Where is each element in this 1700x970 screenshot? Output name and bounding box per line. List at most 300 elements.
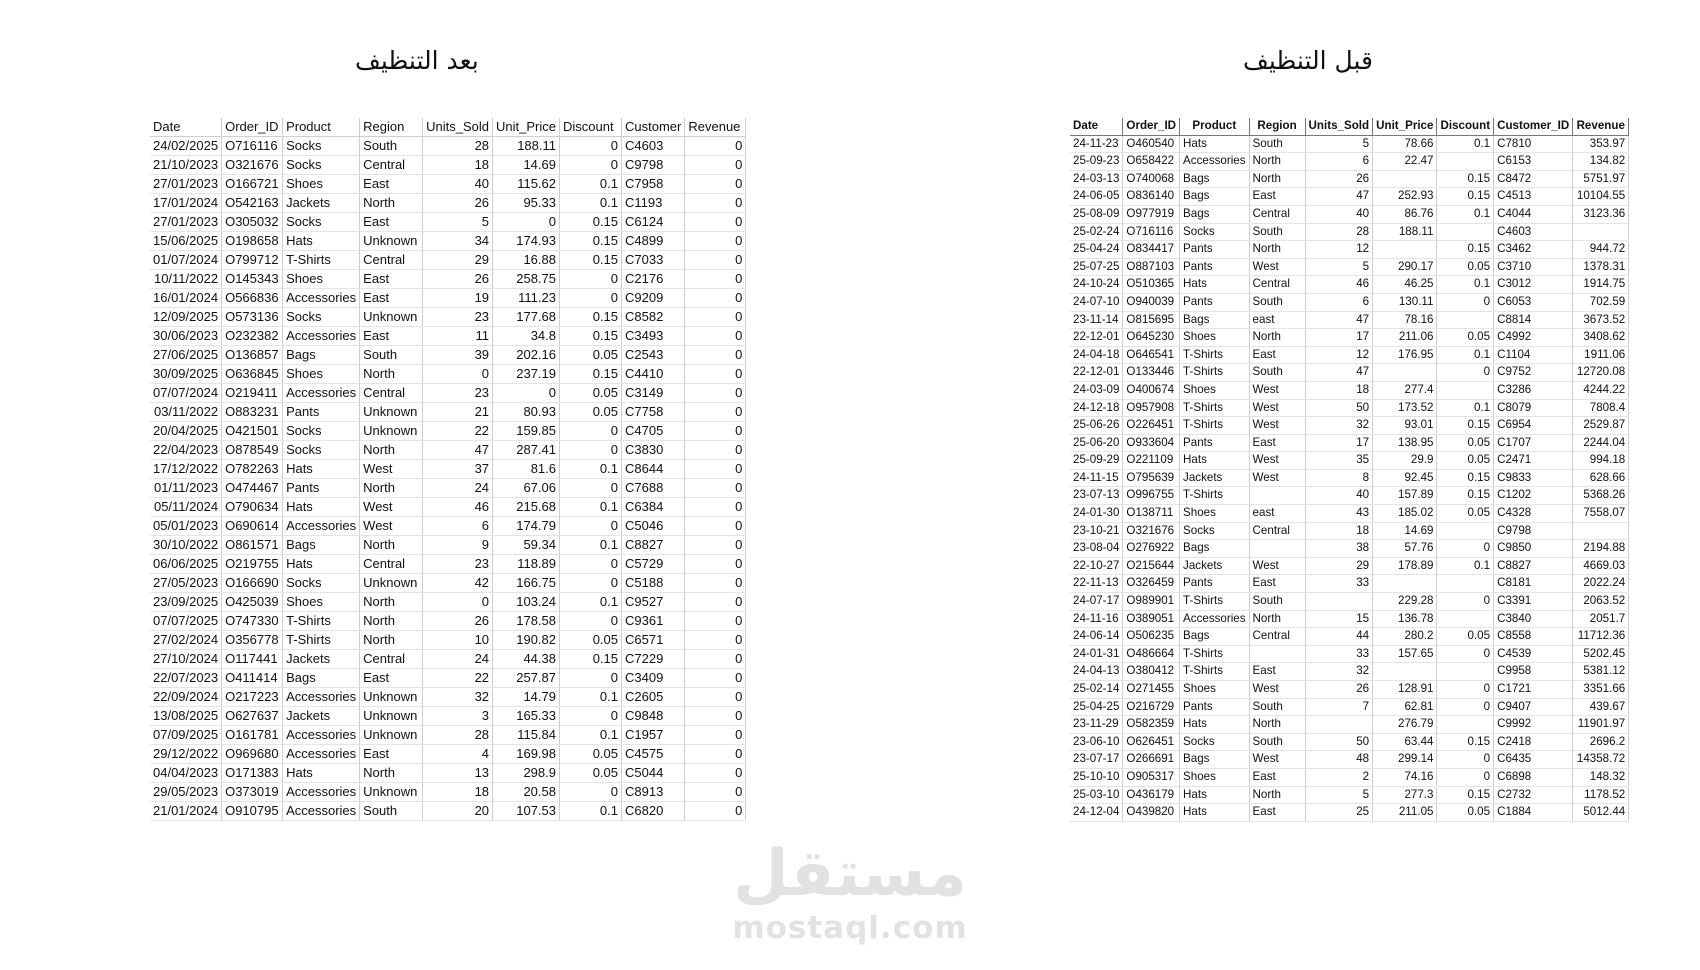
after-cell: 0 [685,289,746,308]
after-cell: C6571 [622,631,685,650]
after-cell: 103.24 [493,593,560,612]
after-table-row [150,289,746,308]
after-cell: T-Shirts [283,631,360,650]
before-cell: 0 [1437,540,1494,558]
before-cell: O215644 [1123,557,1180,575]
before-header-cell: Units_Sold [1305,118,1373,135]
after-cell: 0 [493,213,560,232]
before-cell: 26 [1305,681,1373,699]
after-cell: 0 [685,555,746,574]
before-cell: Accessories [1180,153,1250,171]
before-cell: South [1249,223,1305,241]
before-cell: Central [1249,522,1305,540]
before-cell: O940039 [1123,293,1180,311]
before-table-row [1070,786,1629,804]
after-cell: 27/01/2023 [150,213,222,232]
before-cell [1437,610,1494,628]
before-cell: O326459 [1123,575,1180,593]
before-cell: O977919 [1123,205,1180,223]
after-cell: Shoes [283,365,360,384]
before-cell: Pants [1180,258,1250,276]
before-cell: 50 [1305,399,1373,417]
after-cell: 0 [423,593,493,612]
after-cell: 23 [423,555,493,574]
before-cell: 18 [1305,522,1373,540]
before-cell: 628.66 [1573,469,1629,487]
before-cell: C8558 [1494,628,1573,646]
after-table-row [150,726,746,745]
before-cell: O795639 [1123,469,1180,487]
before-cell: 25-09-23 [1070,153,1123,171]
before-cell: 24-04-13 [1070,663,1123,681]
before-cell: O460540 [1123,135,1180,153]
after-cell: Hats [283,498,360,517]
after-cell: 0 [685,460,746,479]
before-header-cell: Order_ID [1123,118,1180,135]
after-cell: O910795 [222,802,283,821]
after-cell: North [360,612,423,631]
after-cell: 0.05 [560,745,622,764]
before-cell: O400674 [1123,381,1180,399]
before-cell: 157.65 [1373,645,1437,663]
after-cell: East [360,745,423,764]
after-table-row [150,251,746,270]
after-table-row [150,213,746,232]
after-cell: 107.53 [493,802,560,821]
before-header-cell: Date [1070,118,1123,135]
before-cell: 0.15 [1437,487,1494,505]
after-cell: 40 [423,175,493,194]
after-header-cell: Date [150,118,222,137]
after-cell: O421501 [222,422,283,441]
before-cell: C2418 [1494,733,1573,751]
after-table-row [150,232,746,251]
before-cell: 0.05 [1437,804,1494,822]
before-cell: 12 [1305,241,1373,259]
before-cell: 280.2 [1373,628,1437,646]
after-cell: Shoes [283,593,360,612]
before-cell: T-Shirts [1180,364,1250,382]
before-cell: Pants [1180,698,1250,716]
before-cell: 17 [1305,329,1373,347]
before-cell: West [1249,681,1305,699]
after-cell: 0 [685,536,746,555]
after-cell: 10/11/2022 [150,270,222,289]
after-table-row [150,384,746,403]
before-cell: 5 [1305,258,1373,276]
before-cell: C3462 [1494,241,1573,259]
before-cell: O836140 [1123,188,1180,206]
before-cell: 252.93 [1373,188,1437,206]
before-cell: O815695 [1123,311,1180,329]
after-table-row [150,745,746,764]
after-cell: Socks [283,574,360,593]
before-cell: C4539 [1494,645,1573,663]
after-cell: 22 [423,422,493,441]
after-cell: Central [360,650,423,669]
after-cell: 11 [423,327,493,346]
before-cell: 22-12-01 [1070,329,1123,347]
before-cell: 25 [1305,804,1373,822]
before-cell: Hats [1180,452,1250,470]
after-cell: Pants [283,403,360,422]
after-table-row [150,555,746,574]
before-table-row [1070,593,1629,611]
after-cell: 12/09/2025 [150,308,222,327]
before-cell: 24-07-10 [1070,293,1123,311]
before-cell: 944.72 [1573,241,1629,259]
after-cell: 18 [423,783,493,802]
before-cell: 25-03-10 [1070,786,1123,804]
after-cell: C5046 [622,517,685,536]
before-cell: 0.1 [1437,399,1494,417]
before-cell: C8827 [1494,557,1573,575]
before-cell: 0 [1437,768,1494,786]
before-cell: 38 [1305,540,1373,558]
before-cell: O226451 [1123,417,1180,435]
before-cell: West [1249,452,1305,470]
after-cell: 27/06/2025 [150,346,222,365]
after-cell: O716116 [222,137,283,156]
before-cell: Hats [1180,276,1250,294]
before-table-row [1070,505,1629,523]
before-cell: 0.15 [1437,188,1494,206]
before-cell: 136.78 [1373,610,1437,628]
after-cell: 81.6 [493,460,560,479]
after-cell: 0 [685,612,746,631]
before-cell: 0 [1437,364,1494,382]
before-table-row [1070,223,1629,241]
before-cell: North [1249,786,1305,804]
before-cell: Pants [1180,293,1250,311]
after-cell: 0 [685,365,746,384]
before-cell: Jackets [1180,469,1250,487]
after-cell: South [360,802,423,821]
after-cell: 07/09/2025 [150,726,222,745]
after-cell: 287.41 [493,441,560,460]
before-cell: 22.47 [1373,153,1437,171]
before-cell: 0.05 [1437,258,1494,276]
after-cell: 0.1 [560,802,622,821]
after-cell: North [360,194,423,213]
before-cell: 0.05 [1437,628,1494,646]
after-cell: 0 [560,555,622,574]
after-cell: 17/12/2022 [150,460,222,479]
before-table-row [1070,575,1629,593]
before-cell: 5368.26 [1573,487,1629,505]
after-cell: Jackets [283,650,360,669]
before-cell: C1202 [1494,487,1573,505]
before-cell: South [1249,135,1305,153]
after-cell: C6124 [622,213,685,232]
before-cell: O276922 [1123,540,1180,558]
before-header-cell: Unit_Price [1373,118,1437,135]
after-cell: 29/12/2022 [150,745,222,764]
after-cell: 0 [560,783,622,802]
before-cell: Pants [1180,241,1250,259]
before-table-row [1070,364,1629,382]
before-cell: 277.3 [1373,786,1437,804]
before-cell: 25-02-14 [1070,681,1123,699]
before-cell: 128.91 [1373,681,1437,699]
after-cell: 0 [685,346,746,365]
after-cell: Unknown [360,726,423,745]
after-cell: 0 [685,327,746,346]
before-table-row [1070,293,1629,311]
after-cell: 30/06/2023 [150,327,222,346]
before-cell: 29.9 [1373,452,1437,470]
before-cell: 276.79 [1373,716,1437,734]
before-cell: C9992 [1494,716,1573,734]
before-table-row [1070,768,1629,786]
watermark [0,837,1700,946]
before-cell [1437,153,1494,171]
after-cell: 15/06/2025 [150,232,222,251]
before-table-row [1070,663,1629,681]
before-cell: 0.1 [1437,557,1494,575]
before-cell: O506235 [1123,628,1180,646]
after-cell: 0.15 [560,365,622,384]
after-cell: O166721 [222,175,283,194]
before-cell: West [1249,557,1305,575]
before-cell: 173.52 [1373,399,1437,417]
after-cell: 0 [685,441,746,460]
after-cell: Accessories [283,327,360,346]
after-cell: 0 [685,802,746,821]
before-cell: 0.15 [1437,469,1494,487]
before-cell: North [1249,170,1305,188]
after-cell: 0 [560,137,622,156]
before-cell: 290.17 [1373,258,1437,276]
before-cell: O646541 [1123,346,1180,364]
before-cell: O266691 [1123,751,1180,769]
after-cell: O573136 [222,308,283,327]
before-cell: 25-10-10 [1070,768,1123,786]
after-cell: 37 [423,460,493,479]
before-cell: 23-11-14 [1070,311,1123,329]
after-cell: O861571 [222,536,283,555]
after-cell: Unknown [360,707,423,726]
before-cell: 5202.45 [1573,645,1629,663]
before-cell: 44 [1305,628,1373,646]
after-cell: C8582 [622,308,685,327]
before-cell: 29 [1305,557,1373,575]
after-cell: 22/04/2023 [150,441,222,460]
after-cell: Accessories [283,384,360,403]
before-cell: Bags [1180,188,1250,206]
before-cell: 57.76 [1373,540,1437,558]
before-cell: Pants [1180,434,1250,452]
before-cell: 47 [1305,364,1373,382]
after-cell: O219755 [222,555,283,574]
after-cell: West [360,498,423,517]
before-cell: 277.4 [1373,381,1437,399]
before-cell: T-Shirts [1180,645,1250,663]
before-cell: Bags [1180,540,1250,558]
before-table-row [1070,399,1629,417]
before-cell: West [1249,399,1305,417]
after-cell: 27/01/2023 [150,175,222,194]
after-table-row [150,403,746,422]
before-cell: 25-02-24 [1070,223,1123,241]
after-cell: 0 [685,764,746,783]
before-body [1070,135,1629,821]
after-cell: 257.87 [493,669,560,688]
before-cell: 23-10-21 [1070,522,1123,540]
before-cell: South [1249,733,1305,751]
after-cell: Socks [283,213,360,232]
after-cell: Hats [283,232,360,251]
before-cell [1373,663,1437,681]
after-table-row [150,156,746,175]
after-cell: 0.05 [560,403,622,422]
after-cell: C2176 [622,270,685,289]
after-table-row [150,593,746,612]
before-cell: Socks [1180,733,1250,751]
after-cell: 215.68 [493,498,560,517]
before-cell [1373,575,1437,593]
after-cell: 202.16 [493,346,560,365]
before-cell: 10104.55 [1573,188,1629,206]
before-cell: O645230 [1123,329,1180,347]
after-cell: 0 [560,707,622,726]
after-cell: Accessories [283,688,360,707]
after-cell: O790634 [222,498,283,517]
after-header-cell: Region [360,118,423,137]
after-table-row [150,498,746,517]
before-table-row [1070,698,1629,716]
after-table-row [150,460,746,479]
before-cell: 62.81 [1373,698,1437,716]
before-table-row [1070,276,1629,294]
before-cell: 0.1 [1437,135,1494,153]
after-cell: Accessories [283,802,360,821]
before-cell: 50 [1305,733,1373,751]
after-cell: North [360,631,423,650]
watermark-arabic: مستقل [732,837,968,911]
after-cell: C8913 [622,783,685,802]
before-cell: T-Shirts [1180,346,1250,364]
after-cell: 169.98 [493,745,560,764]
before-cell: C8181 [1494,575,1573,593]
before-cell: Shoes [1180,681,1250,699]
after-cell: 0 [685,156,746,175]
before-table-row [1070,329,1629,347]
after-cell: C9848 [622,707,685,726]
before-cell: 148.32 [1573,768,1629,786]
before-cleaning-table [1070,118,1629,822]
after-cell: 258.75 [493,270,560,289]
after-cell: East [360,327,423,346]
after-table-row [150,574,746,593]
before-cell: Hats [1180,135,1250,153]
before-cell: 25-07-25 [1070,258,1123,276]
after-cell: North [360,479,423,498]
before-cell: Bags [1180,628,1250,646]
before-cell: 1378.31 [1573,258,1629,276]
after-cell: 10 [423,631,493,650]
before-cell: 23-07-13 [1070,487,1123,505]
after-cell: 0 [560,422,622,441]
after-cell: C4899 [622,232,685,251]
before-cell: 4244.22 [1573,381,1629,399]
before-header-row [1070,118,1629,135]
before-table-row [1070,135,1629,153]
after-cell: 0 [560,441,622,460]
before-cell: 46 [1305,276,1373,294]
after-cell: 07/07/2025 [150,612,222,631]
before-cell: C8079 [1494,399,1573,417]
before-cell: 0.15 [1437,241,1494,259]
after-cell: O636845 [222,365,283,384]
before-cell [1437,716,1494,734]
before-cell [1249,645,1305,663]
after-cell: Bags [283,346,360,365]
after-table-row [150,688,746,707]
before-cell: 92.45 [1373,469,1437,487]
after-cell: Shoes [283,270,360,289]
before-table-row [1070,153,1629,171]
before-cell: Shoes [1180,505,1250,523]
after-cell: C9527 [622,593,685,612]
after-table-row [150,707,746,726]
after-cell: Bags [283,536,360,555]
after-cell: 16.88 [493,251,560,270]
after-cell: 30/09/2025 [150,365,222,384]
after-cell: 42 [423,574,493,593]
after-cell: O145343 [222,270,283,289]
before-cell: C3391 [1494,593,1573,611]
before-cell: O380412 [1123,663,1180,681]
after-table-row [150,517,746,536]
before-cell: 22-11-13 [1070,575,1123,593]
before-cell: East [1249,346,1305,364]
after-cell: 20.58 [493,783,560,802]
after-cell: O566836 [222,289,283,308]
before-cell: 2696.2 [1573,733,1629,751]
before-cell: Bags [1180,751,1250,769]
after-cell: 0 [685,308,746,327]
before-cell: 25-09-29 [1070,452,1123,470]
after-cell: Accessories [283,783,360,802]
after-cell: 44.38 [493,650,560,669]
before-cell: 23-07-17 [1070,751,1123,769]
before-cell: North [1249,153,1305,171]
before-cell [1373,241,1437,259]
after-cell: 30/10/2022 [150,536,222,555]
after-table-row [150,783,746,802]
after-cell: 22/07/2023 [150,669,222,688]
after-cell: 34.8 [493,327,560,346]
before-cell: 2529.87 [1573,417,1629,435]
before-cell: C6898 [1494,768,1573,786]
after-cell: 6 [423,517,493,536]
before-cell: 138.95 [1373,434,1437,452]
after-cell: 0.1 [560,175,622,194]
after-cell: Socks [283,308,360,327]
before-cell: C2471 [1494,452,1573,470]
after-cell: 0 [685,403,746,422]
before-cell: O486664 [1123,645,1180,663]
before-cell: Bags [1180,205,1250,223]
before-cell: 22-12-01 [1070,364,1123,382]
before-table-row [1070,557,1629,575]
before-cell: C8472 [1494,170,1573,188]
before-cell: 24-03-09 [1070,381,1123,399]
before-cell: C9752 [1494,364,1573,382]
after-cell: 0 [560,669,622,688]
before-cell: 211.06 [1373,329,1437,347]
